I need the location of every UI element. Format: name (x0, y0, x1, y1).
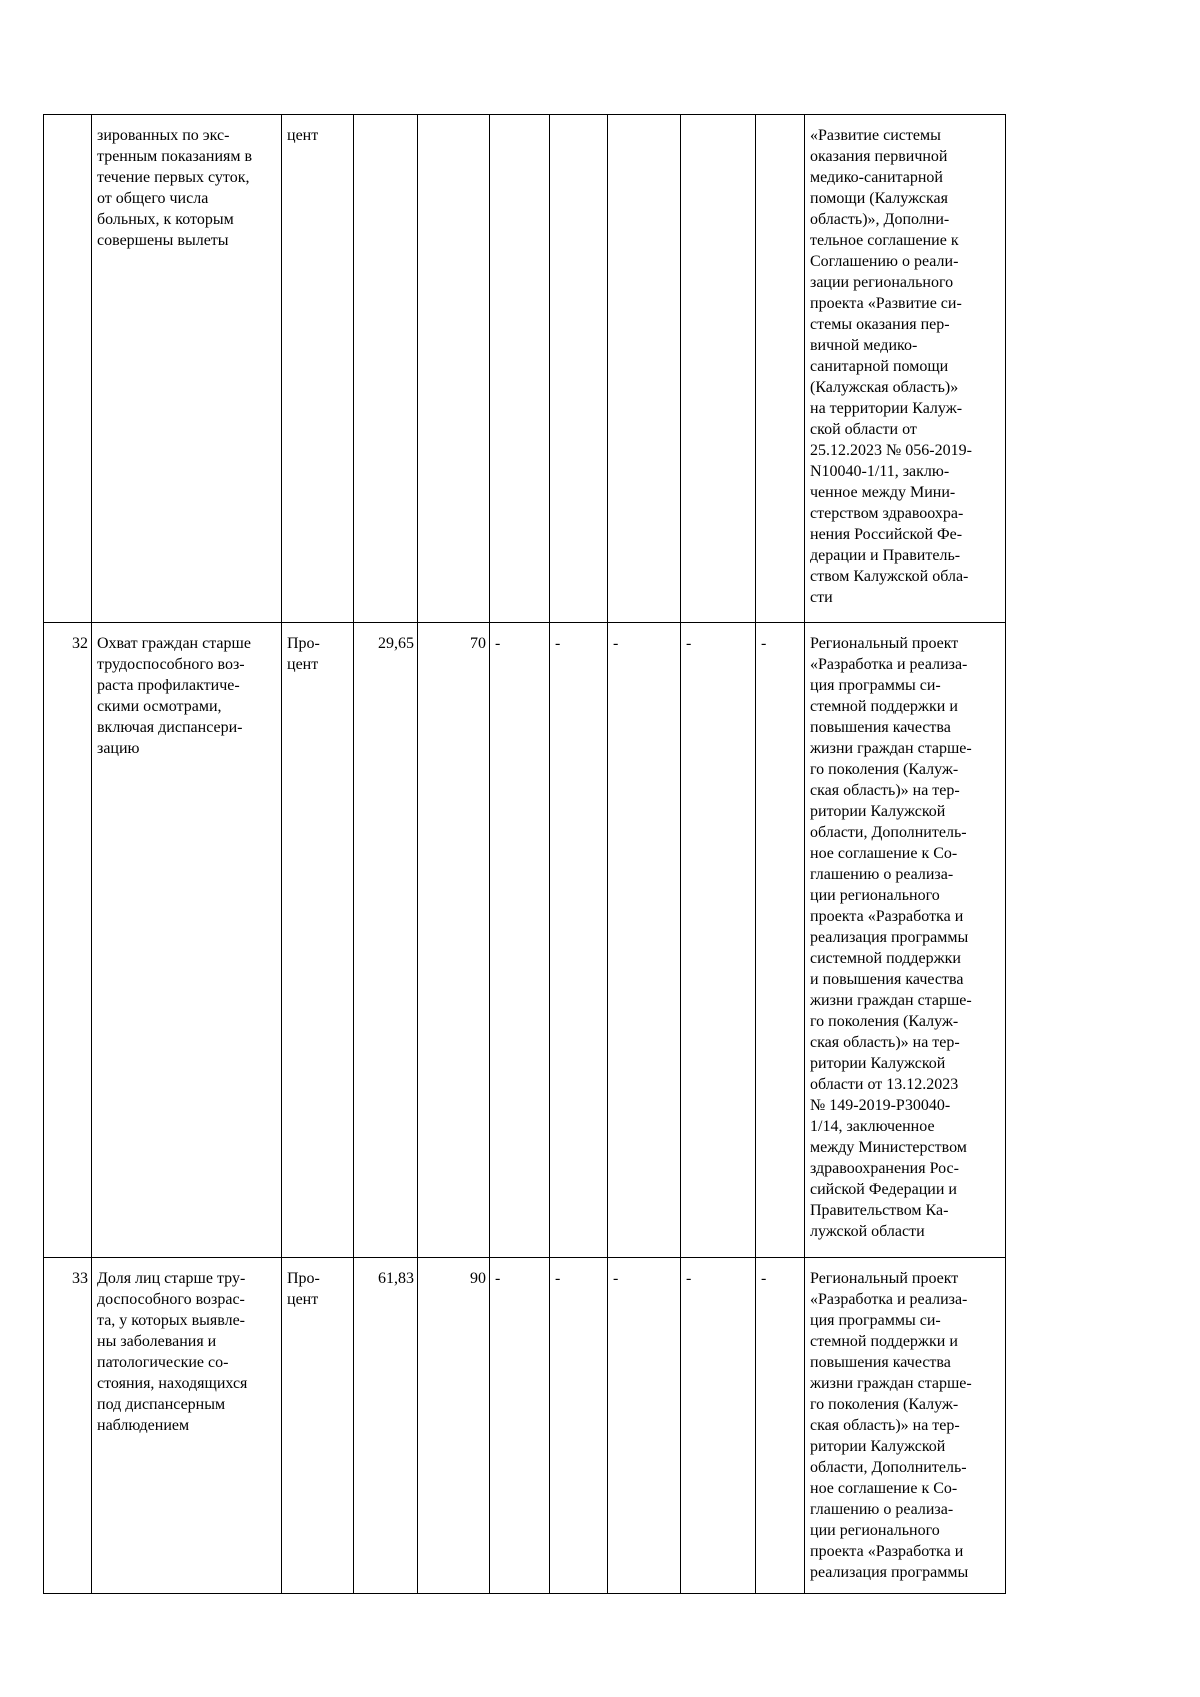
row-number: 33 (44, 1258, 92, 1594)
table-row (44, 115, 1006, 623)
source-document: Региональный проект «Разработка и реализа- ция программы си- стемной поддержки и повышения качества жизни граждан старше- го поколения (Калуж- ская область)» на тер- ритории Калужской области, Дополнитель- ное соглашение к Со- глашению о реализа- ции регионального проекта «Разработка и реализация программы системной поддержки и повышения качества жизни граждан старше- го поколения (Калуж- ская область)» на тер- ритории Калужской области от 13.12.2023 № 149-2019-Р30040- 1/14, заключенное между Министерством здравоохранения Рос- сийской Федерации и Правительством Ка- лужской области (805, 623, 1006, 1258)
year-value: - (550, 1258, 608, 1594)
target-value: 90 (418, 1258, 490, 1594)
year-value (681, 115, 756, 623)
table-row (44, 623, 1006, 1258)
year-value: - (490, 623, 550, 1258)
unit-cell: Про- цент (282, 1258, 354, 1594)
row-number (44, 115, 92, 623)
year-value (490, 115, 550, 623)
year-value: - (756, 1258, 805, 1594)
year-value: - (608, 1258, 681, 1594)
indicator-name: Доля лиц старше тру- доспособного возрас- та, у которых выявле- ны заболевания и патологические со- стояния, находящихся под диспансерным наблюдением (92, 1258, 282, 1594)
year-value: - (608, 623, 681, 1258)
year-value: - (681, 623, 756, 1258)
indicator-name: Охват граждан старше трудоспособного воз- раста профилактиче- скими осмотрами, включая диспансери- зацию (92, 623, 282, 1258)
year-value (608, 115, 681, 623)
base-value: 29,65 (354, 623, 418, 1258)
year-value: - (490, 1258, 550, 1594)
year-value: - (550, 623, 608, 1258)
base-value: 61,83 (354, 1258, 418, 1594)
row-number: 32 (44, 623, 92, 1258)
source-document: Региональный проект «Разработка и реализа- ция программы си- стемной поддержки и повышения качества жизни граждан старше- го поколения (Калуж- ская область)» на тер- ритории Калужской области, Дополнитель- ное соглашение к Со- глашению о реализа- ции регионального проекта «Разработка и реализация программы (805, 1258, 1006, 1594)
base-value (354, 115, 418, 623)
year-value (756, 115, 805, 623)
target-value: 70 (418, 623, 490, 1258)
year-value (550, 115, 608, 623)
target-value (418, 115, 490, 623)
indicator-name: зированных по экс- тренным показаниям в течение первых суток, от общего числа больных, к которым совершены вылеты (92, 115, 282, 623)
year-value: - (681, 1258, 756, 1594)
table-row (44, 1258, 1006, 1594)
year-value: - (756, 623, 805, 1258)
unit-cell: цент (282, 115, 354, 623)
document-page (43, 114, 1005, 1594)
indicators-table (43, 114, 1006, 1594)
unit-cell: Про- цент (282, 623, 354, 1258)
source-document: «Развитие системы оказания первичной медико-санитарной помощи (Калужская область)», Дополни- тельное соглашение к Соглашению о реали- зации регионального проекта «Развитие си- стемы оказания пер- вичной медико- санитарной помощи (Калужская область)» на территории Калуж- ской области от 25.12.2023 № 056-2019- N10040-1/11, заклю- ченное между Мини- стерством здравоохра- нения Российской Фе- дерации и Правитель- ством Калужской обла- сти (805, 115, 1006, 623)
